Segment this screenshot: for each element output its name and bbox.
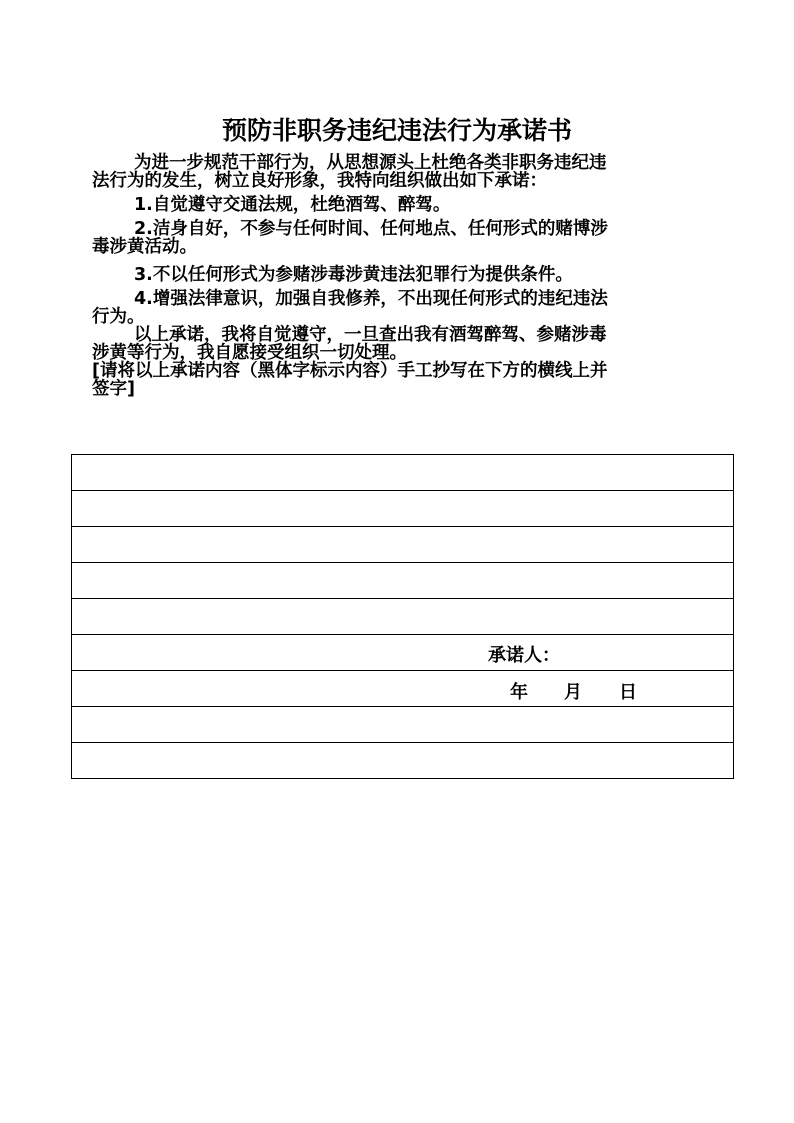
pledge-body [92,154,732,398]
pledge-item-1: 1.自觉遵守交通法规，杜绝酒驾、醉驾。 [134,195,451,215]
intro-line-2: 法行为的发生，树立良好形象，我特向组织做出如下承诺： [92,171,547,191]
pledge-item-4 [92,290,732,326]
signer-row [72,635,734,671]
pledge-item-3: 3.不以任何形式为参赌涉毒涉黄违法犯罪行为提供条件。 [134,265,573,285]
date-cell[interactable] [72,671,734,707]
writing-line-cell[interactable] [72,743,734,779]
writing-line-cell[interactable] [72,527,734,563]
pledge-item-4-line-1: 4.增强法律意识，加强自我修养，不出现任何形式的违纪违法 [134,289,608,309]
conclusion-line-2: 涉黄等行为，我自愿接受组织一切处理。 [92,343,407,363]
date-year-label: 年 [510,682,528,703]
writing-line-cell[interactable] [72,599,734,635]
conclusion-paragraph [92,326,732,362]
writing-line-8 [72,707,734,743]
intro-paragraph [92,154,732,190]
writing-line-cell[interactable] [72,455,734,491]
date-day-label: 日 [619,682,637,703]
date-row [72,671,734,707]
handwriting-lines-table [71,454,734,779]
instruction-note [92,362,732,398]
writing-line-cell[interactable] [72,707,734,743]
pledge-item-4-line-2: 行为。 [92,307,145,327]
instruction-line-1: [请将以上承诺内容（黑体字标示内容）手工抄写在下方的横线上并 [92,361,608,381]
conclusion-line-1: 以上承诺，我将自觉遵守，一旦查出我有酒驾醉驾、参赌涉毒 [134,325,607,345]
writing-line-4 [72,563,734,599]
instruction-line-2: 签字] [92,379,135,399]
date-month-label: 月 [564,682,582,703]
writing-line-cell[interactable] [72,563,734,599]
pledge-item-2-line-2: 毒涉黄活动。 [92,237,197,257]
signer-cell[interactable] [72,635,734,671]
pledge-item-2-line-1: 2.洁身自好，不参与任何时间、任何地点、任何形式的赌博涉 [134,219,608,239]
writing-line-cell[interactable] [72,491,734,527]
document-title: 预防非职务违纪违法行为承诺书 [221,116,572,145]
writing-line-1 [72,455,734,491]
pledge-item-2 [92,220,732,256]
writing-line-5 [72,599,734,635]
writing-line-2 [72,491,734,527]
writing-line-9 [72,743,734,779]
signer-label: 承诺人： [488,645,560,666]
intro-line-1: 为进一步规范干部行为，从思想源头上杜绝各类非职务违纪违 [134,153,607,173]
writing-line-3 [72,527,734,563]
